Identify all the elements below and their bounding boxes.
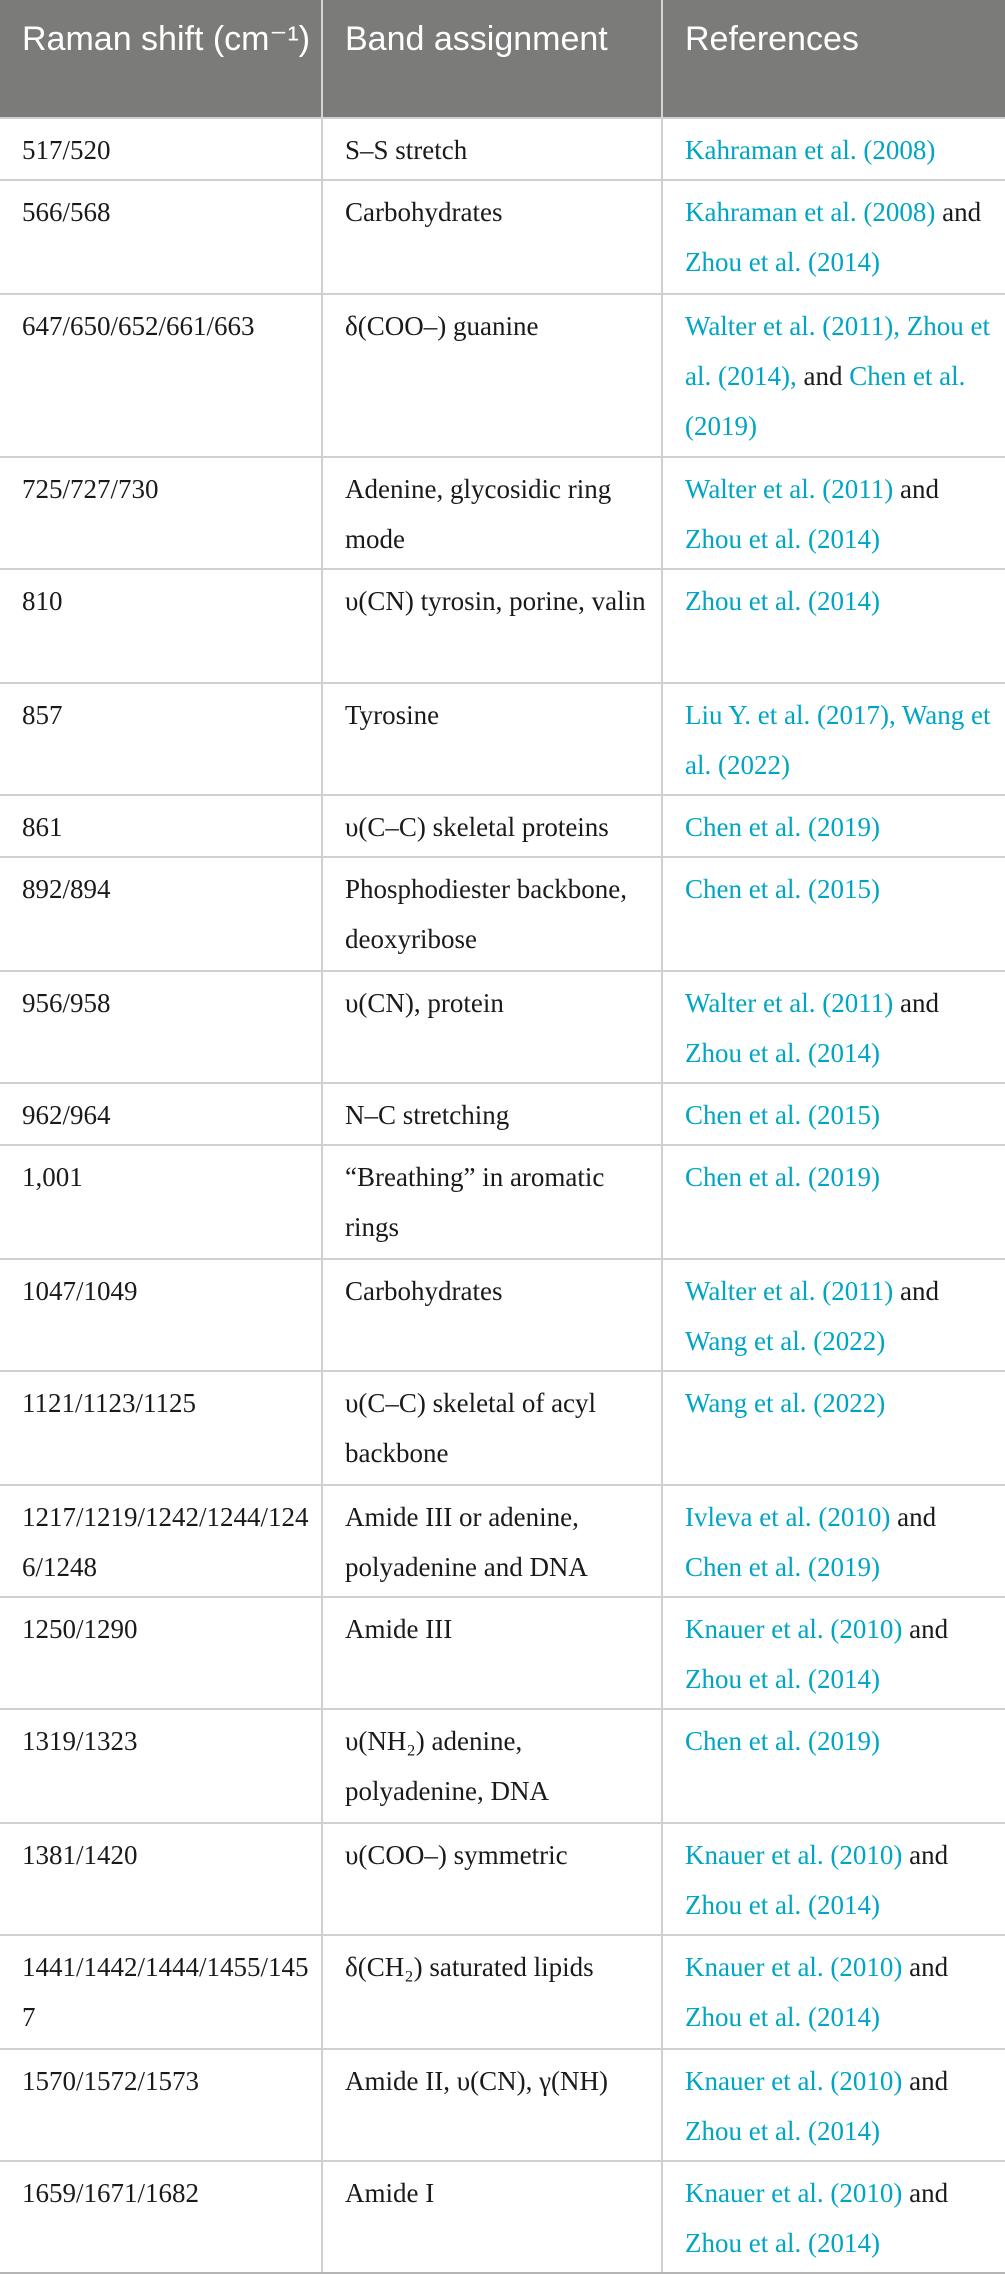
reference-link[interactable]: Zhou et al. (2014) — [685, 2116, 880, 2146]
header-band-assignment: Band assignment — [322, 0, 662, 118]
table-row — [0, 857, 1005, 971]
reference-link[interactable]: Walter et al. (2011), Zhou et al. (2014), — [685, 311, 990, 391]
band-assignment-cell: Amide III or adenine, polyadenine and DNA — [322, 1485, 662, 1597]
references-cell — [662, 118, 1005, 180]
band-assignment-cell: υ(NH₂) adenine, polyadenine, DNA — [322, 1709, 662, 1823]
raman-shift-cell: 810 — [0, 569, 322, 683]
raman-shift-cell: 1250/1290 — [0, 1597, 322, 1709]
band-assignment-cell: N–C stretching — [322, 1083, 662, 1145]
table-row — [0, 2049, 1005, 2161]
raman-shift-cell: 566/568 — [0, 180, 322, 294]
reference-link[interactable]: Chen et al. (2019) — [685, 1552, 880, 1582]
references-cell — [662, 1145, 1005, 1259]
raman-shift-cell: 1,001 — [0, 1145, 322, 1259]
raman-shift-cell: 861 — [0, 795, 322, 857]
table-row — [0, 569, 1005, 683]
table-row — [0, 683, 1005, 795]
table-row — [0, 795, 1005, 857]
reference-link[interactable]: Zhou et al. (2014) — [685, 1664, 880, 1694]
raman-shift-cell: 1381/1420 — [0, 1823, 322, 1935]
reference-connector: and — [935, 197, 982, 227]
reference-link[interactable]: Walter et al. (2011) — [685, 988, 894, 1018]
reference-connector: and — [893, 988, 939, 1018]
references-cell — [662, 180, 1005, 294]
reference-link[interactable]: Chen et al. (2019) — [685, 812, 880, 842]
band-assignment-cell: Tyrosine — [322, 683, 662, 795]
raman-shift-cell: 1121/1123/1125 — [0, 1371, 322, 1485]
band-assignment-cell: Carbohydrates — [322, 180, 662, 294]
reference-link[interactable]: Wang et al. (2022) — [685, 1388, 886, 1418]
raman-shift-cell: 962/964 — [0, 1083, 322, 1145]
references-cell — [662, 857, 1005, 971]
table-row — [0, 1597, 1005, 1709]
reference-link[interactable]: Zhou et al. (2014) — [685, 586, 880, 616]
raman-shift-cell: 1047/1049 — [0, 1259, 322, 1371]
reference-link[interactable]: Chen et al. (2019) — [685, 361, 966, 441]
reference-link[interactable]: Knauer et al. (2010) — [685, 2066, 903, 2096]
table-row — [0, 1823, 1005, 1935]
references-cell — [662, 2049, 1005, 2161]
header-references: References — [662, 0, 1005, 118]
table-body — [0, 118, 1005, 2273]
table-row — [0, 1709, 1005, 1823]
reference-connector: and — [893, 474, 939, 504]
header-raman-shift: Raman shift (cm⁻¹) — [0, 0, 322, 118]
band-assignment-cell: “Breathing” in aromatic rings — [322, 1145, 662, 1259]
raman-shift-cell: 517/520 — [0, 118, 322, 180]
reference-link[interactable]: Walter et al. (2011) — [685, 474, 894, 504]
table-row — [0, 1259, 1005, 1371]
references-cell — [662, 2161, 1005, 2273]
reference-link[interactable]: Knauer et al. (2010) — [685, 1952, 903, 1982]
references-cell — [662, 1259, 1005, 1371]
band-assignment-cell: δ(COO–) guanine — [322, 294, 662, 457]
reference-connector: and — [890, 1502, 937, 1532]
reference-link[interactable]: Wang et al. (2022) — [685, 1326, 886, 1356]
references-cell — [662, 683, 1005, 795]
reference-link[interactable]: Knauer et al. (2010) — [685, 1840, 903, 1870]
band-assignment-cell: Amide II, υ(CN), γ(NH) — [322, 2049, 662, 2161]
table-row — [0, 294, 1005, 457]
reference-link[interactable]: Zhou et al. (2014) — [685, 2002, 880, 2032]
references-cell — [662, 971, 1005, 1083]
reference-link[interactable]: Chen et al. (2015) — [685, 874, 880, 904]
table-row — [0, 1145, 1005, 1259]
reference-connector: and — [902, 2178, 949, 2208]
table-row — [0, 2161, 1005, 2273]
reference-link[interactable]: Zhou et al. (2014) — [685, 524, 880, 554]
band-assignment-cell: υ(COO–) symmetric — [322, 1823, 662, 1935]
references-cell — [662, 294, 1005, 457]
references-cell — [662, 1485, 1005, 1597]
raman-shift-cell: 1441/1442/1444/1455/1457 — [0, 1935, 322, 2049]
band-assignment-cell: υ(C–C) skeletal of acyl backbone — [322, 1371, 662, 1485]
reference-link[interactable]: Zhou et al. (2014) — [685, 1890, 880, 1920]
references-cell — [662, 1371, 1005, 1485]
references-cell — [662, 1935, 1005, 2049]
references-cell — [662, 569, 1005, 683]
band-assignment-cell: υ(CN), protein — [322, 971, 662, 1083]
reference-link[interactable]: Chen et al. (2019) — [685, 1726, 880, 1756]
reference-link[interactable]: Kahraman et al. (2008) — [685, 135, 936, 165]
band-assignment-cell: υ(CN) tyrosin, porine, valin — [322, 569, 662, 683]
table-header-row — [0, 0, 1005, 118]
band-assignment-cell: δ(CH₂) saturated lipids — [322, 1935, 662, 2049]
table-row — [0, 457, 1005, 569]
reference-link[interactable]: Kahraman et al. (2008) — [685, 197, 936, 227]
reference-connector: and — [902, 2066, 949, 2096]
table-row — [0, 1935, 1005, 2049]
band-assignment-cell: Phosphodiester backbone, deoxyribose — [322, 857, 662, 971]
table-row — [0, 118, 1005, 180]
reference-link[interactable]: Walter et al. (2011) — [685, 1276, 894, 1306]
reference-connector: and — [796, 361, 850, 391]
raman-shift-cell: 857 — [0, 683, 322, 795]
reference-link[interactable]: Liu Y. et al. (2017), Wang et al. (2022) — [685, 700, 991, 780]
references-cell — [662, 1823, 1005, 1935]
reference-link[interactable]: Knauer et al. (2010) — [685, 1614, 903, 1644]
raman-shift-cell: 647/650/652/661/663 — [0, 294, 322, 457]
references-cell — [662, 1709, 1005, 1823]
reference-link[interactable]: Chen et al. (2019) — [685, 1162, 880, 1192]
reference-link[interactable]: Chen et al. (2015) — [685, 1100, 880, 1130]
references-cell — [662, 457, 1005, 569]
table-row — [0, 180, 1005, 294]
reference-link[interactable]: Zhou et al. (2014) — [685, 2228, 880, 2258]
table-row — [0, 971, 1005, 1083]
band-assignment-cell: S–S stretch — [322, 118, 662, 180]
references-cell — [662, 795, 1005, 857]
band-assignment-cell: Adenine, glycosidic ring mode — [322, 457, 662, 569]
table-row — [0, 1371, 1005, 1485]
raman-shift-cell: 1570/1572/1573 — [0, 2049, 322, 2161]
band-assignment-cell: υ(C–C) skeletal proteins — [322, 795, 662, 857]
raman-shift-cell: 1217/1219/1242/1244/1246/1248 — [0, 1485, 322, 1597]
reference-link[interactable]: Ivleva et al. (2010) — [685, 1502, 891, 1532]
reference-connector: and — [902, 1952, 949, 1982]
reference-connector: and — [893, 1276, 939, 1306]
reference-link[interactable]: Zhou et al. (2014) — [685, 1038, 880, 1068]
table-row — [0, 1485, 1005, 1597]
reference-link[interactable]: Zhou et al. (2014) — [685, 247, 880, 277]
raman-shift-cell: 725/727/730 — [0, 457, 322, 569]
references-cell — [662, 1597, 1005, 1709]
band-assignment-cell: Amide III — [322, 1597, 662, 1709]
table-row — [0, 1083, 1005, 1145]
reference-connector: and — [902, 1840, 949, 1870]
band-assignment-cell: Carbohydrates — [322, 1259, 662, 1371]
raman-shift-cell: 892/894 — [0, 857, 322, 971]
band-assignment-cell: Amide I — [322, 2161, 662, 2273]
reference-connector: and — [902, 1614, 949, 1644]
references-cell — [662, 1083, 1005, 1145]
reference-link[interactable]: Knauer et al. (2010) — [685, 2178, 903, 2208]
raman-shift-cell: 1319/1323 — [0, 1709, 322, 1823]
raman-shift-cell: 956/958 — [0, 971, 322, 1083]
raman-shift-cell: 1659/1671/1682 — [0, 2161, 322, 2273]
